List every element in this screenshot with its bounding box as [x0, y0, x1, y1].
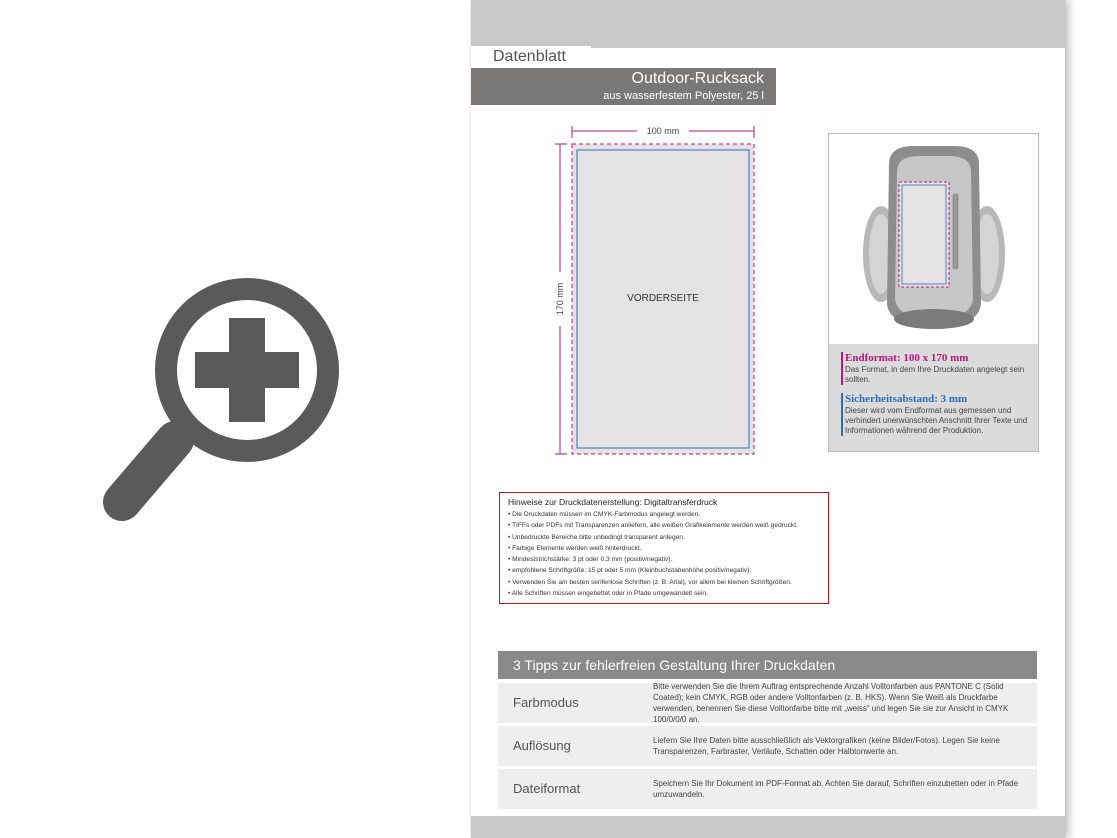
backpack-preview-panel	[828, 133, 1039, 452]
tip-text: Bitte verwenden Sie die Ihrem Auftrag entsprechende Anzahl Volltonfarben aus PANTONE C (Solid Coated); kein CMYK, RGB oder andere Volltonfarben (z. B. HKS). Wenn Sie Weiß als Druckfarbe verwenden, benennen Sie diese Volltonfarbe bitte mit „weiss“ und legen Sie sie zur Ansicht in CMYK 100/0/0/0 an.	[653, 682, 1009, 724]
tip-text: Liefern Sie Ihre Daten bitte ausschließlich als Vektorgrafiken (keine Bilder/Fotos). Legen Sie keine Transparenzen, Farbraster, Verläufe, Schatten oder Halbtonwerte an.	[653, 736, 1000, 756]
tips-heading: 3 Tipps zur fehlerfreien Gestaltung Ihrer Druckdaten	[498, 651, 1037, 679]
product-subtitle: aus wasserfestem Polyester, 25 l	[603, 90, 764, 102]
list-item: • Mindeststrichstärke: 3 pt oder 0,3 mm (positiv/negativ).	[508, 554, 820, 565]
page-footer-band	[471, 816, 1065, 838]
backpack-illustration	[829, 134, 1038, 344]
list-item: • Die Druckdaten müssen im CMYK-Farbmodus angelegt werden.	[508, 509, 820, 520]
tip-label: Farbmodus	[513, 695, 579, 710]
safety-margin-text: Dieser wird vom Endformat aus gemessen und verhindert unerwünschten Anschnitt Ihrer Texte und Informationen während der Produktion.	[845, 406, 1028, 435]
table-row	[498, 769, 1037, 809]
tip-text: Speichern Sie Ihr Dokument im PDF-Format ab. Achten Sie darauf, Schriften einzubetten oder in Pfade umzuwandeln.	[653, 779, 1019, 799]
hints-title: Hinweise zur Druckdatenerstellung: Digitaltransferdruck	[508, 497, 718, 507]
width-dimension-label: 100 mm	[646, 126, 680, 136]
list-item: • empfohlene Schriftgröße: 15 pt oder 5 mm (Kleinbuchstabenhöhe positiv/negativ).	[508, 565, 820, 576]
product-title-bar	[471, 68, 776, 105]
product-title: Outdoor-Rucksack	[631, 70, 764, 87]
height-dimension-label: 170 mm	[555, 282, 565, 316]
list-item: • Verwenden Sie am besten serifenlose Schriften (z. B. Arial), vor allem bei kleinen Schriftgrößen.	[508, 577, 820, 588]
table-row	[498, 726, 1037, 766]
print-data-hints	[499, 492, 829, 604]
safety-margin-info	[841, 393, 1030, 436]
datasheet-tab-label: Datenblatt	[471, 46, 591, 68]
endformat-info	[841, 352, 1030, 385]
page-header-band	[471, 0, 1065, 48]
hints-list	[508, 509, 820, 599]
datasheet-page	[471, 0, 1065, 838]
tip-label: Auflösung	[513, 738, 571, 753]
list-item: • Alle Schriften müssen eingebettet oder in Pfade umgewandelt sein.	[508, 588, 820, 599]
list-item: • Unbedruckte Bereiche bitte unbedingt transparent anlegen.	[508, 532, 820, 543]
list-item: • Farbige Elemente werden weiß hinterdruckt.	[508, 543, 820, 554]
endformat-title: Endformat: 100 x 170 mm	[845, 352, 969, 364]
format-info	[829, 344, 1038, 451]
list-item: • TIFFs oder PDFs mit Transparenzen anliefern, alle weißen Grafikelemente werden weiß gedruckt.	[508, 520, 820, 531]
endformat-text: Das Format, in dem Ihre Druckdaten angelegt sein sollten.	[845, 365, 1025, 384]
tip-label: Dateiformat	[513, 781, 581, 796]
front-side-label: VORDERSEITE	[627, 293, 699, 304]
print-area-drawing	[551, 122, 761, 462]
zoom-in-icon[interactable]	[100, 240, 360, 540]
table-row	[498, 683, 1037, 723]
safety-margin-title: Sicherheitsabstand: 3 mm	[845, 393, 968, 405]
